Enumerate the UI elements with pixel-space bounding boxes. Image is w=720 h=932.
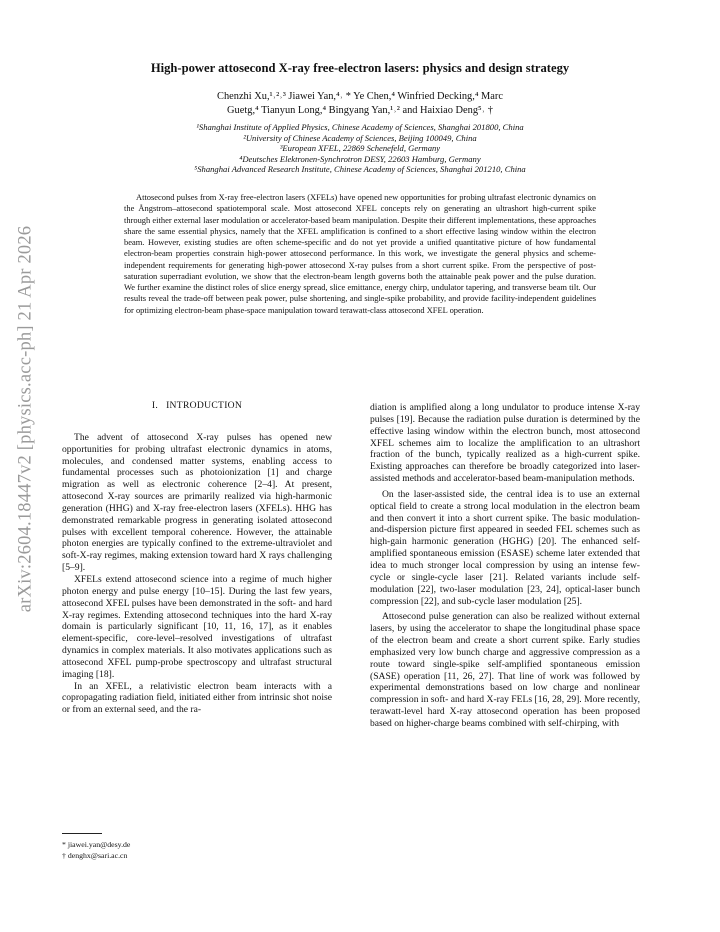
affiliation-4: ⁴Deutsches Elektronen-Synchrotron DESY, 22603 Hamburg, Germany (239, 153, 481, 164)
affiliation-1: ¹Shanghai Institute of Applied Physics, Chinese Academy of Sciences, Shanghai 201800, China (196, 122, 524, 132)
author-list (110, 90, 610, 117)
affiliation-5: ⁵Shanghai Advanced Research Institute, Chinese Academy of Sciences, Shanghai 201210, China (194, 164, 526, 175)
footnote-email-1: * jiawei.yan@desy.de (62, 840, 131, 849)
body-paragraph: In an XFEL, a relativistic electron beam interacts with a copropagating radiation field, initiated either from intrinsic shot noise or from an external seed, and the ra- (62, 680, 332, 716)
section-heading (62, 400, 332, 412)
right-column (370, 402, 640, 730)
section-title-text: INTRODUCTION (166, 400, 243, 411)
body-paragraph: On the laser-assisted side, the central idea is to use an external optical field to create a strong local modulation in the electron beam and then convert it into a short current spike. The basic modulation-and-dispersion picture first appeared in seeded FEL schemes such as high-gain harmonic generation (HGHG) [20]. The enhanced self-amplified spontaneous emission (ESASE) scheme later extended that idea to much stronger local compression by using an intense few-cycle or single-cycle laser [21]. Related variants include self-modulation [22], two-laser modulation [23, 24], optical-laser bunch compression [22], and sub-cycle laser modulation [25]. (370, 488, 640, 607)
footnote-divider (62, 833, 102, 834)
abstract: Attosecond pulses from X-ray free-electron lasers (XFELs) have opened new opportunities for probing ultrafast electronic dynamics on the Ångstrom–attosecond spatiotemporal scale. Most attosecond XFEL concepts rely on generating an ultrashort high-current spike through either external laser modulation or accelerator-based beam manipulation. Despite their different implementations, these approaches share the same essential physics, namely that the XFEL amplification is confined to a short effective lasing window within the electron beam. However, existing studies are often scheme-specific and do not yet provide a unified quantitative picture of how fundamental electron-beam properties constrain high-power attosecond performance. In this work, we investigate the general physics and scheme-independent requirements for generating high-power attosecond X-ray pulses from a short current spike. From the perspective of post-saturation superradiant evolution, we show that the electron-beam length governs both the attainable peak power and the pulse duration. We further examine the distinct roles of slice energy spread, slice emittance, energy chirp, undulator tapering, and transverse beam tilt. Our results reveal the trade-off between peak power, pulse shortening, and single-spike probability, and provide facility-independent guidelines for optimizing electron-beam phase-space manipulation toward terawatt-class attosecond XFEL operation. (124, 192, 596, 315)
body-paragraph: Attosecond pulse generation can also be realized without external lasers, by using the accelerator to shape the longitudinal phase space of the electron beam and create a short current spike. Early studies emphasized very low bunch charge and aggressive compression as a route toward single-spike self-amplified spontaneous emission (SASE) operation [11, 26, 27]. That line of work was followed by experimental demonstrations based on low charge and nonlinear compression in soft- and hard X-ray FELs [16, 28, 29]. More recently, terawatt-level hard X-ray attosecond operation has been proposed based on higher-charge beams combined with self-chirping, with (370, 611, 640, 729)
left-column (62, 400, 332, 716)
section-number: I. (151, 400, 159, 411)
arxiv-identifier-stamp (4, 184, 48, 654)
body-paragraph: The advent of attosecond X-ray pulses has opened new opportunities for probing ultrafast electronic dynamics in atoms, molecules, and condensed matter systems, enabling access to fundamental processes such as photoionization [1] and charge migration as well as electronic coherence [2–4]. At present, attosecond X-ray sources are primarily realized via high-harmonic generation (HHG) and X-ray free-electron lasers (XFELs). HHG has demonstrated remarkable progress in generating isolated attosecond pulses with excellent temporal coherence. However, the attainable photon energies are typically confined to the extreme-ultraviolet and soft-X-ray regimes, making extension toward hard X rays challenging [5–9]. (62, 431, 332, 574)
footnotes (62, 840, 322, 861)
arxiv-identifier-text: arXiv:2604.18447v2 [physics.acc-ph] 21 Apr 2026 (15, 225, 36, 613)
body-paragraph: diation is amplified along a long undulator to produce intense X-ray pulses [19]. Because the radiation pulse duration is determined by the effective lasing window within the electron bunch, most attosecond XFEL schemes aim to localize the amplification to an ultrashort fraction of the bunch, typically realized as a high-current spike. Existing approaches can therefore be broadly categorized into laser-assisted methods and accelerator-based beam-manipulation methods. (370, 402, 640, 485)
affiliation-3: ³European XFEL, 22869 Schenefeld, Germany (279, 143, 441, 154)
paper-title: High-power attosecond X-ray free-electron lasers: physics and design strategy (150, 61, 570, 75)
author-line-1: Chenzhi Xu,¹˒²˒³ Jiawei Yan,⁴˒ * Ye Chen,⁴ Winfried Decking,⁴ Marc (217, 91, 503, 102)
body-paragraph: XFELs extend attosecond science into a regime of much higher photon energy and pulse energy [10–15]. During the last few years, attosecond XFEL pulses have been demonstrated in the soft- and hard X-ray regimes. Extending attosecond techniques into the hard X-ray domain is particularly significant [10, 11, 16, 17], as it enables element-specific, core-level–resolved investigations of ultrafast dynamics in complex materials. It also motivates applications such as attosecond XFEL pump-probe spectroscopy and ultrafast structural imaging [18]. (62, 573, 332, 680)
affiliation-2: ²University of Chinese Academy of Sciences, Beijing 100049, China (243, 132, 477, 143)
affiliation-list (100, 122, 620, 175)
author-line-2: Guetg,⁴ Tianyun Long,⁴ Bingyang Yan,¹˒² and Haixiao Deng⁵˒ † (227, 104, 493, 116)
footnote-email-2: † denghx@sari.ac.cn (62, 850, 128, 860)
